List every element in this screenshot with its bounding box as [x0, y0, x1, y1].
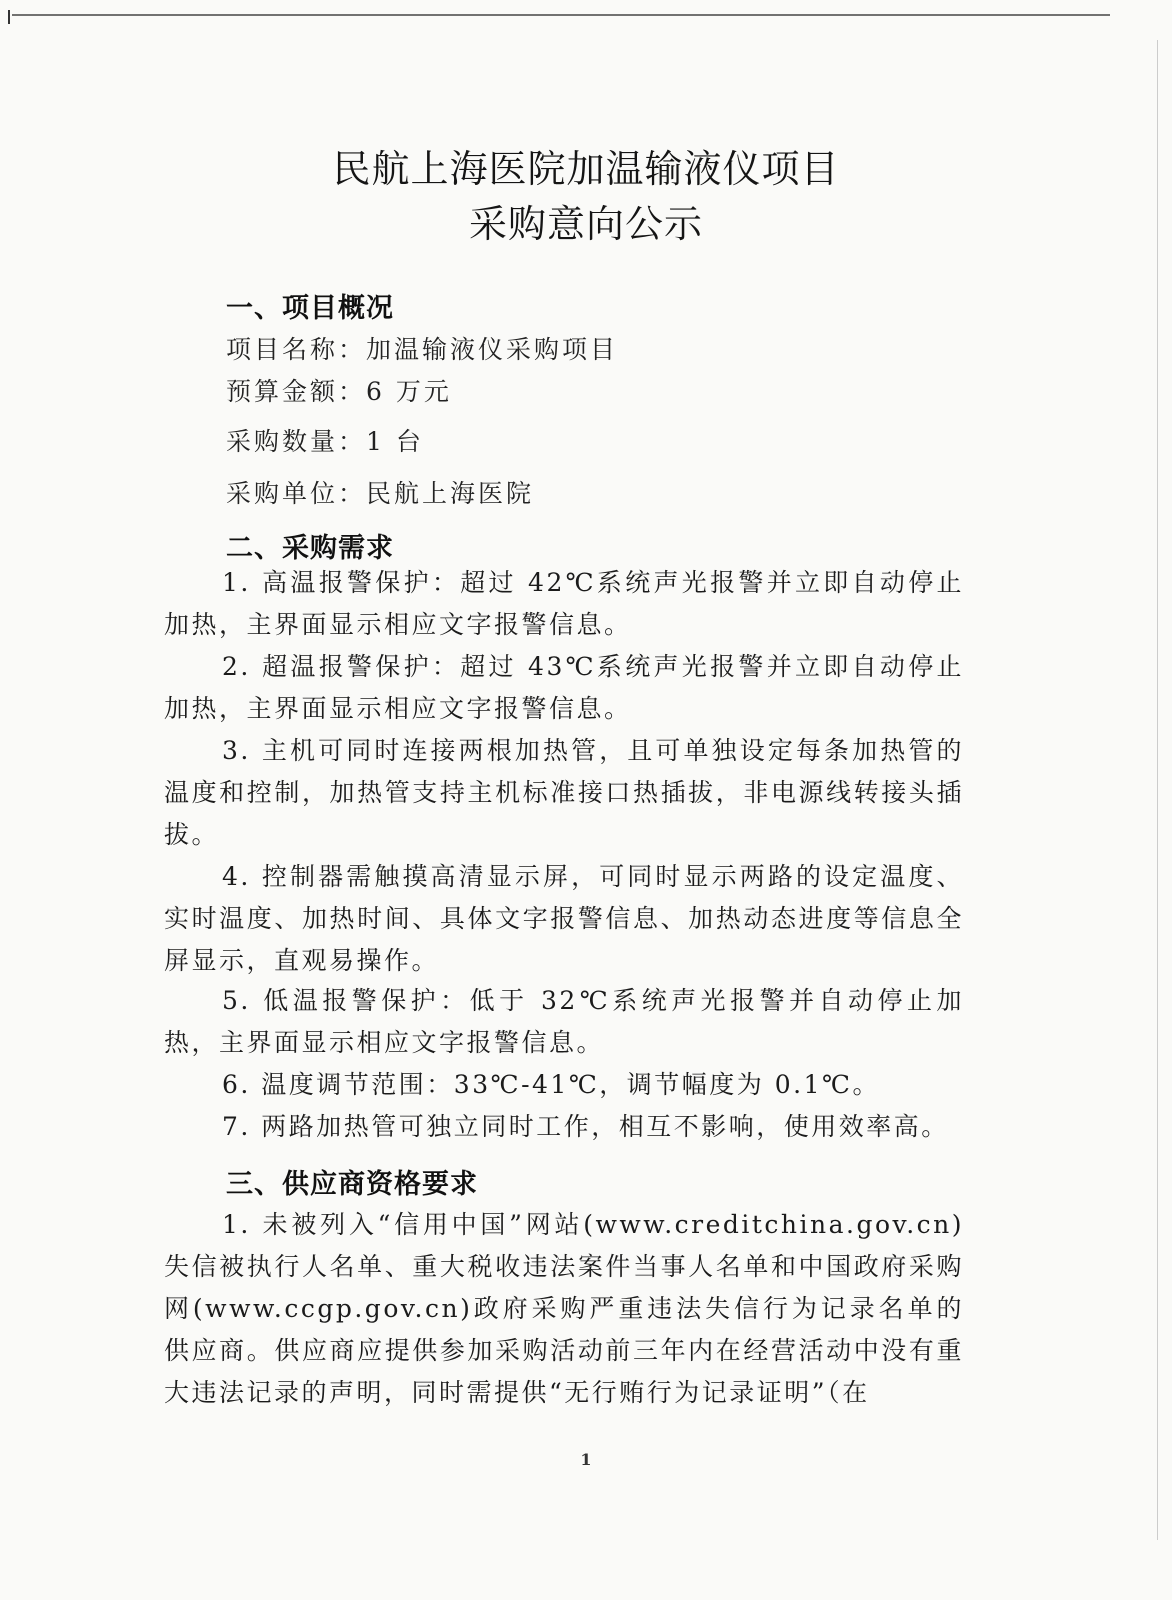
project-name-line: 项目名称：加温输液仪采购项目: [226, 335, 619, 364]
budget-line: 预算金额：6 万元: [226, 377, 452, 406]
requirement-item: 2. 超温报警保护：超过 43℃系统声光报警并立即自动停止加热，主界面显示相应文字报警信息。: [164, 652, 964, 723]
section-heading-qualifications: 三、供应商资格要求: [226, 1169, 478, 1200]
requirement-item: 5. 低温报警保护：低于 32℃系统声光报警并自动停止加热，主界面显示相应文字报警信息。: [164, 986, 964, 1057]
section-heading-requirements: 二、采购需求: [226, 533, 394, 564]
requirement-item: 4. 控制器需触摸高清显示屏，可同时显示两路的设定温度、实时温度、加热时间、具体文字报警信息、加热动态进度等信息全屏显示，直观易操作。: [164, 862, 964, 975]
document-title: 民航上海医院加温输液仪项目: [332, 147, 840, 191]
qualification-item: 1. 未被列入“信用中国”网站(www.creditchina.gov.cn)失信被执行人名单、重大税收违法案件当事人名单和中国政府采购网(www.ccgp.gov.cn)政府采购严重违法失信行为记录名单的供应商。供应商应提供参加采购活动前三年内在经营活动中没有重大违法记录的声明，同时需提供“无行贿行为记录证明”（在: [164, 1210, 964, 1407]
purchaser-line: 采购单位：民航上海医院: [226, 479, 535, 508]
requirement-item: 3. 主机可同时连接两根加热管，且可单独设定每条加热管的温度和控制，加热管支持主机标准接口热插拔，非电源线转接头插拔。: [164, 736, 964, 849]
scan-edge-top: [12, 14, 1110, 16]
quantity-line: 采购数量：1 台: [226, 427, 424, 456]
requirement-item: 1. 高温报警保护：超过 42℃系统声光报警并立即自动停止加热，主界面显示相应文字报警信息。: [164, 568, 964, 639]
scan-edge-right: [1157, 40, 1158, 1540]
section-heading-overview: 一、项目概况: [226, 293, 394, 324]
requirement-item: 7. 两路加热管可独立同时工作，相互不影响，使用效率高。: [222, 1112, 949, 1141]
document-subtitle: 采购意向公示: [468, 202, 703, 246]
requirement-item: 6. 温度调节范围：33℃-41℃，调节幅度为 0.1℃。: [222, 1070, 880, 1099]
page-number: 1: [580, 1450, 592, 1469]
scan-edge-mark: [8, 10, 10, 24]
